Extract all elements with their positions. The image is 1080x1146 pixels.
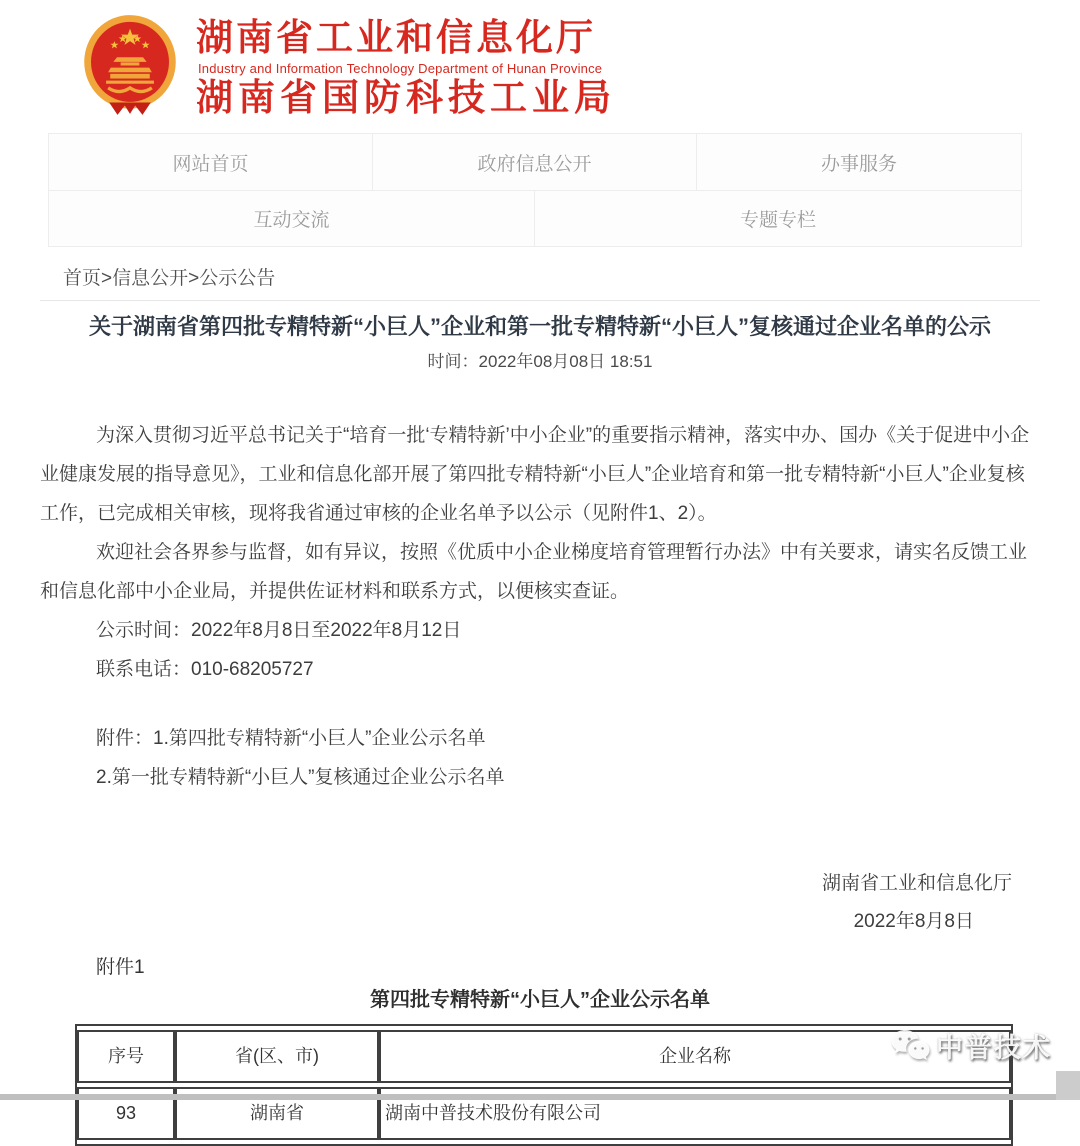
org-name-english: Industry and Information Technology Department of Hunan Province xyxy=(198,60,603,76)
signature-block xyxy=(40,869,1040,937)
org-title-block xyxy=(196,12,616,118)
table-header-row xyxy=(77,1030,1011,1083)
article-paragraph-1: 为深入贯彻习近平总书记关于“培育一批‘专精特新’中小企业”的重要指示精神，落实中办、国办《关于促进中小企业健康发展的指导意见》，工业和信息化部开展了第四批专精特新“小巨人”企业培育和第一批专精特新“小巨人”企业复核工作，已完成相关审核，现将我省通过审核的企业名单予以公示（见附件1、2）。 xyxy=(40,425,1030,524)
attachments-list xyxy=(40,719,1040,797)
nav-item-special-columns[interactable]: 专题专栏 xyxy=(739,210,816,231)
nav-row-1 xyxy=(49,134,1021,191)
article-title: 关于湖南省第四批专精特新“小巨人”企业和第一批专精特新“小巨人”复核通过企业名单的公示 xyxy=(88,314,991,339)
nav-item-services[interactable]: 办事服务 xyxy=(697,134,1021,191)
attachment-link-2[interactable]: 2.第一批专精特新“小巨人”复核通过企业公示名单 xyxy=(96,767,505,788)
breadcrumb[interactable]: 首页>信息公开>公示公告 xyxy=(40,247,1040,301)
article-time: 时间：2022年08月08日 18:51 xyxy=(427,352,653,371)
main-content xyxy=(40,247,1040,1146)
publicity-period: 公示时间：2022年8月8日至2022年8月12日 xyxy=(96,620,462,641)
cell-province: 湖南省 xyxy=(175,1087,379,1140)
signature-org: 湖南省工业和信息化厅 xyxy=(821,873,1012,894)
attachment1-table-title: 第四批专精特新“小巨人”企业公示名单 xyxy=(370,989,710,1011)
nav-item-home[interactable]: 网站首页 xyxy=(49,134,373,191)
attachment1-label: 附件1 xyxy=(96,957,145,978)
watermark-text: 中普技术 xyxy=(936,1033,1052,1063)
article-paragraph-2: 欢迎社会各界参与监督，如有异议，按照《优质中小企业梯度培育管理暂行办法》中有关要求，请实名反馈工业和信息化部中小企业局，并提供佐证材料和联系方式，以便核实查证。 xyxy=(40,542,1028,602)
article-body xyxy=(40,416,1040,1146)
enterprise-table xyxy=(75,1024,1013,1146)
nav-item-interaction[interactable]: 互动交流 xyxy=(49,191,535,246)
nav-item-gov-info[interactable]: 政府信息公开 xyxy=(373,134,697,191)
main-nav xyxy=(48,133,1022,247)
nav-row-2 xyxy=(49,191,1021,246)
header-cell-index: 序号 xyxy=(77,1030,175,1083)
contact-phone: 联系电话：010-68205727 xyxy=(96,659,314,680)
header-cell-province: 省(区、市) xyxy=(175,1030,379,1083)
org-name-line1: 湖南省工业和信息化厅 xyxy=(196,17,596,58)
national-emblem-icon xyxy=(78,12,182,118)
header-cell-enterprise: 企业名称 xyxy=(379,1030,1011,1083)
attachment-link-1[interactable]: 附件：1.第四批专精特新“小巨人”企业公示名单 xyxy=(96,728,486,749)
bottom-edge-band xyxy=(0,1094,1080,1100)
org-name-line2: 湖南省国防科技工业局 xyxy=(196,76,616,118)
cell-enterprise-name: 湖南中普技术股份有限公司 xyxy=(379,1087,1011,1140)
cell-index: 93 xyxy=(77,1087,175,1140)
site-header xyxy=(0,0,1080,130)
signature-date: 2022年8月8日 xyxy=(853,911,974,932)
scrollbar-thumb[interactable] xyxy=(1056,1071,1080,1100)
